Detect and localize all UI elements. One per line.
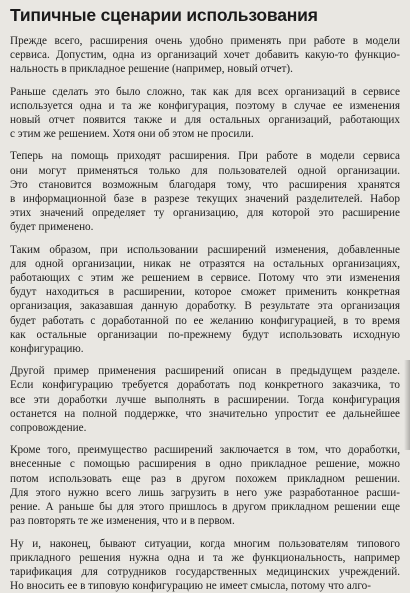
text-line: Раньше сделать это было сложно, так как для всех организаций в сервисе [10, 85, 400, 99]
section-title: Типичные сценарии использования [10, 4, 400, 26]
text-line: Для этого нужно всего лишь загрузить в него уже разработанное расши- [10, 486, 400, 500]
paragraph [10, 537, 400, 593]
text-line: работающих с этим же решением в сервисе. Потому что эти изменения [10, 271, 400, 285]
text-line: Это становится возможным благодаря тому, что расширения хранятся [10, 178, 400, 192]
text-line: как остальные организации по-прежнему будут использовать исходную [10, 328, 400, 342]
text-line: сервиса. Допустим, одна из организаций хочет добавить какую-то функцио- [10, 48, 400, 62]
paragraph [10, 443, 400, 528]
text-line: прикладного решения нужна одна и та же функциональность, например [10, 551, 400, 565]
text-line: организация, заказавшая данную доработку. В результате эта организация [10, 299, 400, 313]
text-line: будет работать с доработанной по ее желанию конфигурацией, в то время [10, 314, 400, 328]
text-line: используется одна и та же конфигурация, поэтому в случае ее изменения [10, 99, 400, 113]
paragraph [10, 243, 400, 357]
text-line: в информационной базе в разрезе текущих значений разделителей. Набор [10, 192, 400, 206]
text-line: Прежде всего, расширения очень удобно применять при работе в модели [10, 34, 400, 48]
text-line: нальность в прикладное решение (например, новый отчет). [10, 62, 400, 76]
text-line: сопровождение. [10, 421, 400, 435]
paragraph [10, 34, 400, 77]
text-line: Таким образом, при использовании расширений изменения, добавленные [10, 243, 400, 257]
text-line: будут находиться в расширении, которое сможет применить конкретная [10, 285, 400, 299]
text-line: для одной организации, никак не отразятся на остальных организациях, [10, 257, 400, 271]
text-line: этих значений определяет ту организацию, для которой это расширение [10, 206, 400, 220]
text-line: Теперь на помощь приходят расширения. При работе в модели сервиса [10, 149, 400, 163]
paragraph [10, 85, 400, 142]
text-line: новый отчет появится также и для остальных организаций, работающих [10, 113, 400, 127]
text-line: рение. А раньше бы для этого пришлось в другом прикладном решении еще [10, 500, 400, 514]
paragraph [10, 149, 400, 234]
text-line: они могут применяться только для пользователей одной организации. [10, 164, 400, 178]
paragraph [10, 364, 400, 435]
text-line: раз повторять те же изменения, что и в первом. [10, 514, 400, 528]
text-line: все эти доработки лучше выполнять в расширении. Тогда конфигурация [10, 393, 400, 407]
text-line: Кроме того, преимущество расширений заключается в том, что доработки, [10, 443, 400, 457]
text-line: останется на полной поддержке, что значительно упростит ее дальнейшее [10, 407, 400, 421]
text-line: потом использовать еще раз в другом похожем прикладном решении. [10, 472, 400, 486]
text-line: Но вносить ее в типовую конфигурацию не имеет смысла, потому что алго- [10, 579, 400, 593]
text-line: Ну и, наконец, бывают ситуации, когда многим пользователям типового [10, 537, 400, 551]
text-line: с этим же решением. Хотя они об этом не просили. [10, 127, 400, 141]
text-line: Другой пример применения расширений описан в предыдущем разделе. [10, 364, 400, 378]
text-line: будет применено. [10, 220, 400, 234]
page-body [10, 34, 400, 593]
text-line: конфигурацию. [10, 342, 400, 356]
text-line: внесенные с помощью расширения в одно прикладное решение, можно [10, 457, 400, 471]
page-edge-shadow [404, 360, 410, 450]
text-line: Если конфигурацию требуется доработать под конкретного заказчика, то [10, 378, 400, 392]
text-line: тарификация для сотрудников государственных медицинских учреждений. [10, 565, 400, 579]
